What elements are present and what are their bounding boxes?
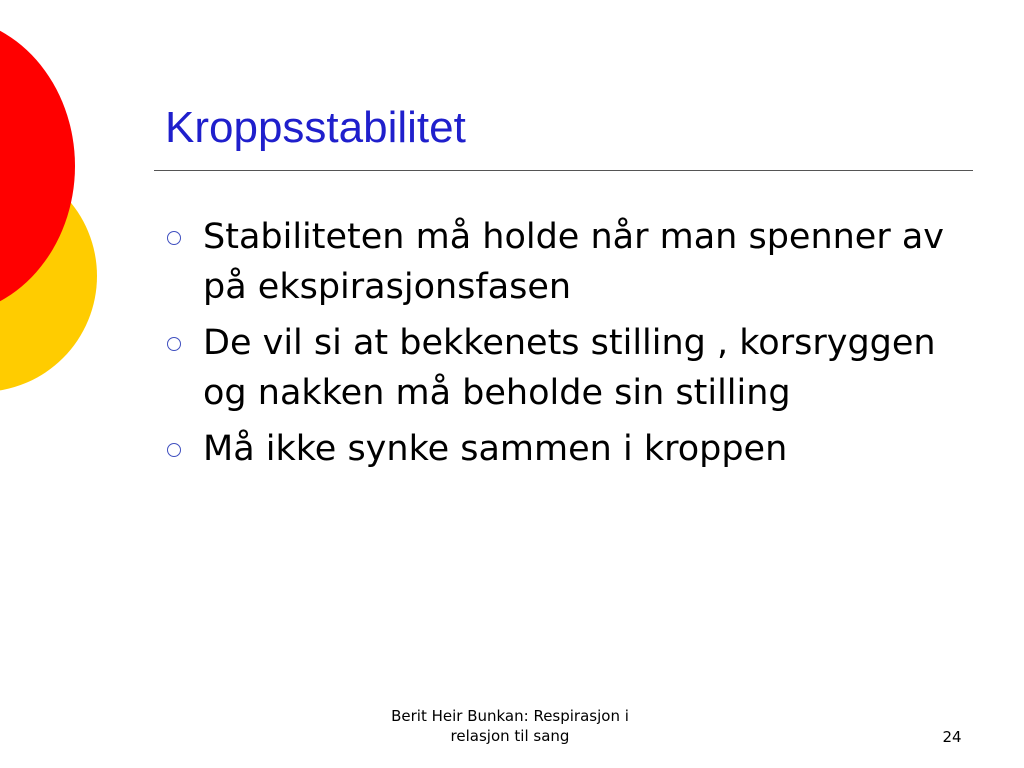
bullet-item <box>165 212 965 312</box>
footer-line-1: Berit Heir Bunkan: Respirasjon i <box>391 707 629 725</box>
bullet-item <box>165 424 965 474</box>
slide-title: Kroppsstabilitet <box>165 103 466 152</box>
bullet-text: Må ikke synke sammen i kroppen <box>203 429 788 469</box>
bullet-text: De vil si at bekkenets stilling , korsryggen og nakken må beholde sin stilling <box>203 323 936 413</box>
bullet-item <box>165 318 965 418</box>
footer-text <box>340 706 680 746</box>
bullet-text: Stabiliteten må holde når man spenner av på ekspirasjonsfasen <box>203 217 945 307</box>
page-number: 24 <box>942 728 962 746</box>
bullet-list <box>165 212 965 480</box>
hollow-circle-bullet-icon <box>167 443 181 457</box>
hollow-circle-bullet-icon <box>167 231 181 245</box>
footer-line-2: relasjon til sang <box>450 727 570 745</box>
hollow-circle-bullet-icon <box>167 337 181 351</box>
title-divider <box>154 170 973 171</box>
